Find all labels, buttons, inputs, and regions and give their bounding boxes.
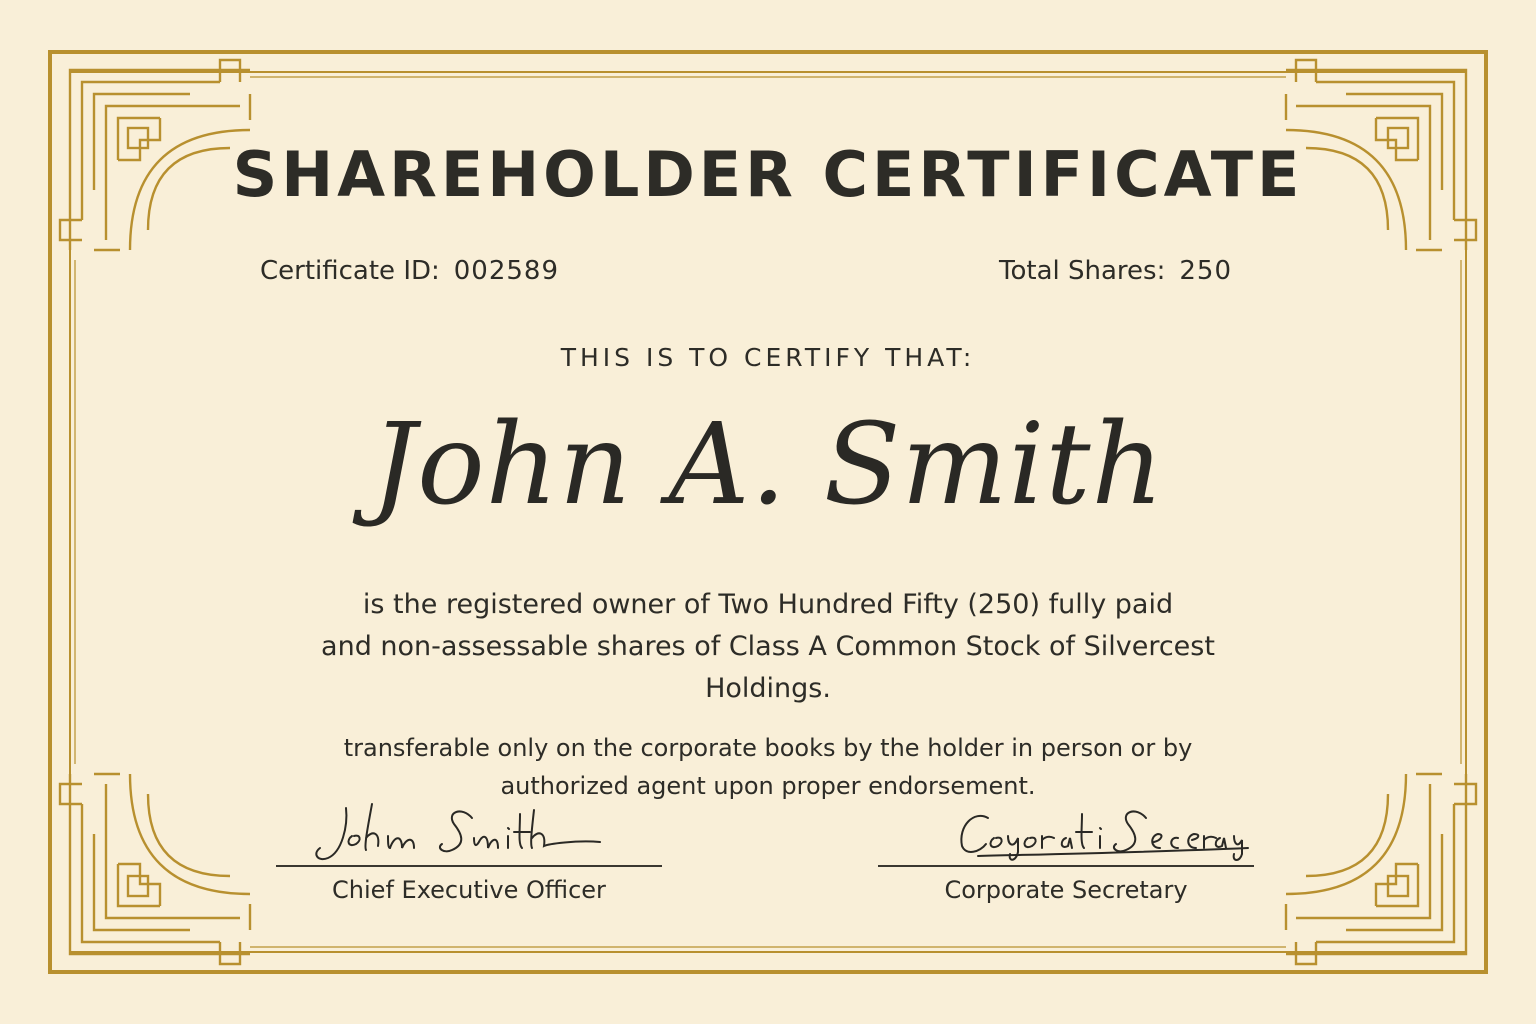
ownership-statement — [268, 584, 1268, 710]
ceo-signature-line — [276, 865, 662, 867]
ownership-line: is the registered owner of Two Hundred Fifty (250) fully paid — [362, 589, 1174, 620]
transfer-line: authorized agent upon proper endorsement. — [500, 772, 1036, 800]
transfer-statement — [268, 729, 1268, 805]
certificate-id — [260, 256, 559, 286]
holder-name: John A. Smith — [371, 400, 1165, 530]
secretary-signature — [878, 796, 1254, 868]
ceo-signature-block — [276, 796, 662, 916]
transfer-line: transferable only on the corporate books by the holder in person or by — [343, 734, 1193, 762]
certificate-id-label: Certificate ID: — [260, 256, 440, 286]
secretary-signature-block — [878, 796, 1254, 916]
ownership-line: and non-assessable shares of Class A Common Stock of Silvercest — [321, 631, 1215, 662]
certificate-id-value: 002589 — [453, 256, 560, 286]
corner-ornament-bottom-right — [1286, 774, 1476, 964]
corner-ornament-bottom-left — [60, 774, 250, 964]
certify-heading: THIS IS TO CERTIFY THAT: — [560, 343, 976, 372]
total-shares-value: 250 — [1179, 256, 1232, 286]
certificate-title: SHAREHOLDER CERTIFICATE — [232, 138, 1304, 211]
total-shares — [999, 256, 1232, 286]
secretary-signature-line — [878, 865, 1254, 867]
ceo-signature — [276, 796, 662, 868]
secretary-title: Corporate Secretary — [944, 876, 1188, 904]
ownership-line: Holdings. — [705, 673, 831, 704]
ceo-title: Chief Executive Officer — [332, 876, 606, 904]
total-shares-label: Total Shares: — [999, 256, 1166, 286]
